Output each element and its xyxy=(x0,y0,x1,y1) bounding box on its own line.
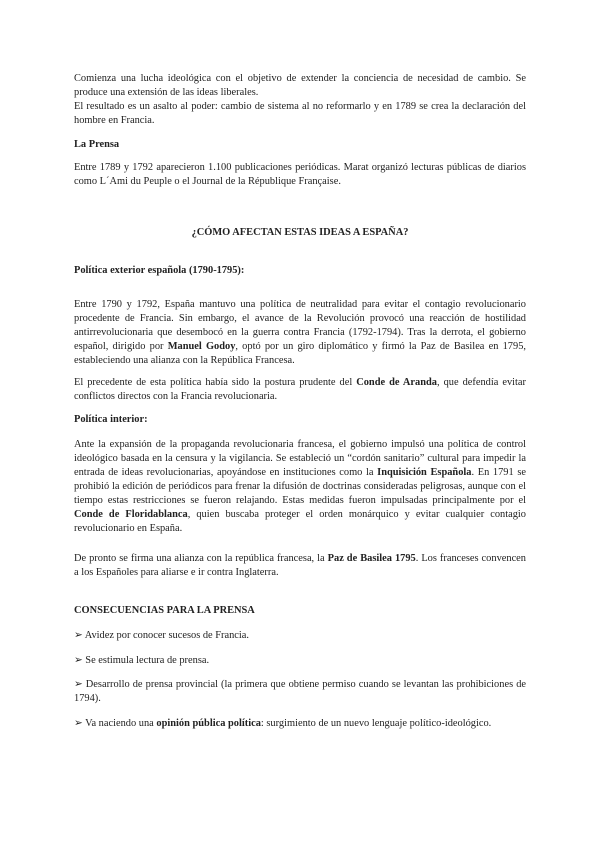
interior-heading: Política interior: xyxy=(74,414,148,425)
exterior-paragraph-1 xyxy=(74,298,526,368)
consecuencias-item4-text-b: : surgimiento de un nuevo lenguaje político-ideológico. xyxy=(260,718,492,729)
alianza-bold: Paz de Basilea 1795 xyxy=(327,553,416,564)
alianza-text-b: . Los franceses convencen a los Españoles para aliarse e ir contra Inglaterra. xyxy=(74,553,526,578)
interior-text-a: Ante la expansión de la propaganda revolucionaria francesa, el gobierno impulsó una política de control ideológico basada en la censura y la vigilancia. Se estableció un “cordón sanitario” cultural para impedir la entrada de ideas revolucionarias, apoyándose en instituciones como la xyxy=(74,439,526,478)
consecuencias-item-3: ➢ Desarrollo de prensa provincial (la primera que obtiene permiso cuando se levantan las prohibiciones de 1794). xyxy=(74,679,526,704)
intro-paragraph-2: El resultado es un asalto al poder: cambio de sistema al no reformarlo y en 1789 se crea la declaración del hombre en Francia. xyxy=(74,101,526,126)
consecuencias-item-2: ➢ Se estimula lectura de prensa. xyxy=(74,655,210,666)
exterior-heading: Política exterior española (1790-1795): xyxy=(74,265,245,276)
interior-bold-1: Inquisición Española xyxy=(377,467,472,478)
intro-paragraph-1: Comienza una lucha ideológica con el objetivo de extender la conciencia de necesidad de cambio. Se produce una extensión de las ideas liberales. xyxy=(74,73,526,98)
consecuencias-item4-text-a: ➢ Va naciendo una xyxy=(74,718,157,729)
exterior-p2-bold: Conde de Aranda xyxy=(356,377,437,388)
prensa-paragraph: Entre 1789 y 1792 aparecieron 1.100 publicaciones periódicas. Marat organizó lecturas públicas de diarios como L´Ami du Peuple o el Journal de la République Française. xyxy=(74,162,526,187)
prensa-heading: La Prensa xyxy=(74,139,120,150)
exterior-p1-text-a: Entre 1790 y 1792, España mantuvo una política de neutralidad para evitar el contagio revolucionario procedente de Francia. Sin embargo, el avance de la Revolución provocó una reacción de hostilidad antirrevolucionaria que desembocó en la guerra contra Francia (1792-1794). Tras la derrota, el gobierno español, dirigido por xyxy=(74,299,526,352)
exterior-p2-text-a: El precedente de esta política había sido la postura prudente del xyxy=(74,377,357,388)
interior-bold-2: Conde de Floridablanca xyxy=(74,509,188,520)
interior-text-c: , quien buscaba proteger el orden monárquico y evitar cualquier contagio revolucionario en España. xyxy=(74,509,526,534)
alianza-text-a: De pronto se firma una alianza con la república francesa, la xyxy=(74,553,328,564)
consecuencias-item4-bold: opinión pública política xyxy=(156,718,261,729)
exterior-p1-bold: Manuel Godoy xyxy=(167,341,236,352)
consecuencias-item-1: ➢ Avidez por conocer sucesos de Francia. xyxy=(74,630,249,641)
interior-paragraph xyxy=(74,438,526,536)
exterior-p1-text-b: , optó por un giro diplomático y firmó la Paz de Basilea en 1795, estableciendo una alianza con la República Francesa. xyxy=(74,341,526,366)
main-title: ¿CÓMO AFECTAN ESTAS IDEAS A ESPAÑA? xyxy=(191,227,409,238)
alianza-paragraph xyxy=(74,552,526,580)
consecuencias-heading: CONSECUENCIAS PARA LA PRENSA xyxy=(74,605,255,616)
interior-text-b: . En 1791 se prohibió la edición de periódicos para frenar la difusión de doctrinas consideradas peligrosas, aunque con el tiempo estas restricciones se fueron relajando. Estas medidas fueron impulsadas principalmente por el xyxy=(74,467,526,506)
exterior-paragraph-2 xyxy=(74,376,526,404)
consecuencias-item-4 xyxy=(74,717,526,731)
exterior-p2-text-b: , que defendía evitar conflictos directos con la Francia revolucionaria. xyxy=(74,377,526,402)
